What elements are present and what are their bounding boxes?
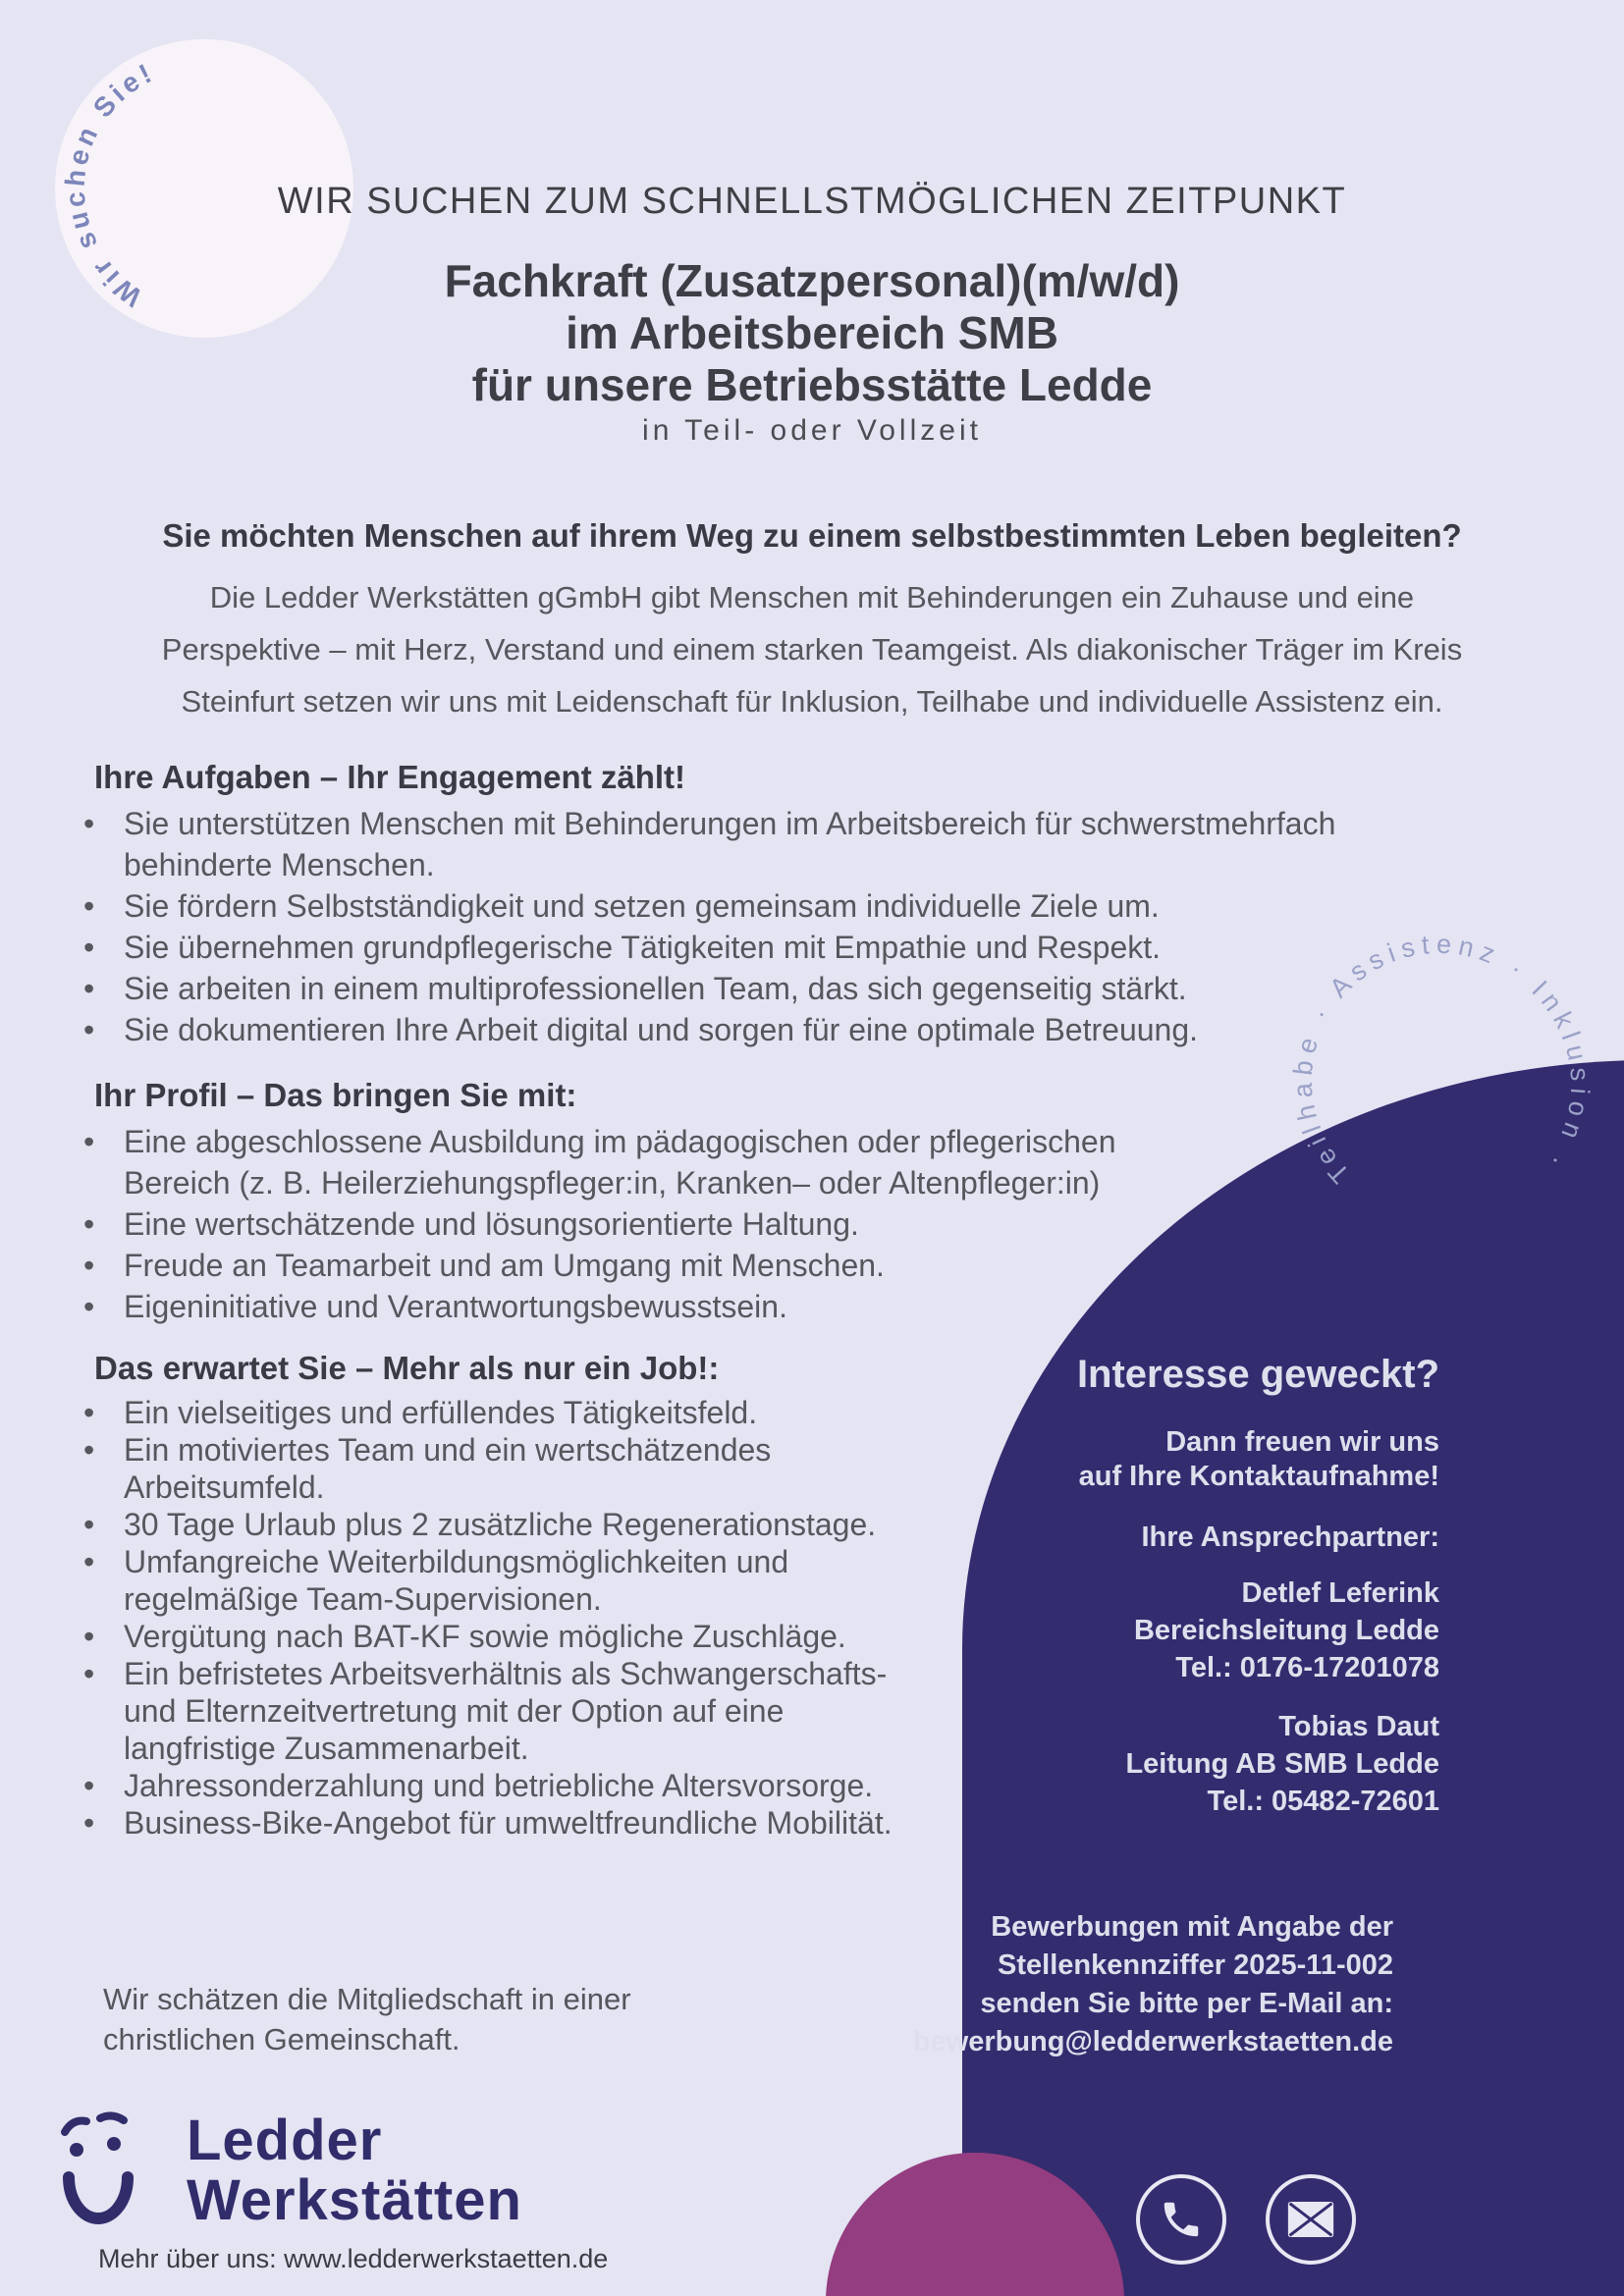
bullet-line: regelmäßige Team-Supervisionen.: [124, 1581, 602, 1617]
bullet-line: • Eigeninitiative und Verantwortungsbewusstsein.: [124, 1289, 787, 1324]
panel-subtitle-line: auf Ihre Kontaktaufnahme!: [1078, 1461, 1439, 1492]
bullet-line: Bereich (z. B. Heilerziehungspfleger:in, Kranken– oder Altenpfleger:in): [124, 1165, 1101, 1201]
list-item: [94, 1286, 1489, 1327]
panel-subtitle-line: Dann freuen wir uns: [1165, 1426, 1439, 1458]
phone-receiver-glyph: [1159, 2197, 1204, 2242]
bullet-line: • 30 Tage Urlaub plus 2 zusätzliche Regenerationstage.: [124, 1507, 877, 1542]
bullet-line: behinderte Menschen.: [124, 847, 435, 882]
bullet-line: • Umfangreiche Weiterbildungsmöglichkeiten und: [124, 1544, 789, 1579]
svg-text:Teilhabe · Assistenz · Inklusi: [1288, 930, 1596, 1190]
bullet-line: • Jahressonderzahlung und betriebliche Altersvorsorge.: [124, 1768, 874, 1803]
email-icon: [1266, 2174, 1356, 2265]
bullet-line: und Elternzeitvertretung mit der Option auf eine: [124, 1693, 785, 1729]
bullet-line: • Sie fördern Selbstständigkeit und setzen gemeinsam individuelle Ziele um.: [124, 888, 1160, 924]
membership-line: Wir schätzen die Mitgliedschaft in einer: [103, 1982, 631, 2016]
values-ring: [1274, 916, 1608, 1250]
company-logo-text: [187, 2110, 522, 2230]
phone-icon: [1136, 2174, 1226, 2265]
application-instructions: [913, 1908, 1393, 2061]
bullet-line: • Sie arbeiten in einem multiprofessionellen Team, das sich gegenseitig stärkt.: [124, 971, 1187, 1006]
contact-phone: Tel.: 0176-17201078: [1175, 1652, 1439, 1683]
list-item: [94, 803, 1489, 885]
contact-role: Leitung AB SMB Ledde: [1125, 1748, 1439, 1780]
bullet-line: • Vergütung nach BAT-KF sowie mögliche Zuschläge.: [124, 1619, 846, 1654]
intro-paragraph: [0, 571, 1624, 727]
bullet-line: • Ein motiviertes Team und ein wertschätzendes: [124, 1432, 772, 1468]
intro-line: Perspektive – mit Herz, Verstand und einem starken Teamgeist. Als diakonischer Träger im Kreis: [161, 632, 1463, 667]
contact-name: Tobias Daut: [1278, 1711, 1439, 1742]
application-line: bewerbung@ledderwerkstaetten.de: [912, 2026, 1393, 2057]
employment-type: in Teil- oder Vollzeit: [642, 414, 982, 447]
bullet-line: • Business-Bike-Angebot für umweltfreundliche Mobilität.: [124, 1805, 893, 1841]
contact-phone: Tel.: 05482-72601: [1207, 1786, 1439, 1817]
bullet-line: • Freude an Teamarbeit und am Umgang mit Menschen.: [124, 1248, 885, 1283]
values-ring-text: Teilhabe · Assistenz · Inklusion ·: [1287, 929, 1596, 1190]
contact-detlef: [1134, 1575, 1439, 1686]
section-heading: Das erwartet Sie – Mehr als nur ein Job!:: [94, 1350, 720, 1386]
contact-name: Detlef Leferink: [1241, 1577, 1439, 1609]
membership-line: christlichen Gemeinschaft.: [103, 2022, 460, 2056]
bullet-line: • Eine wertschätzende und lösungsorientierte Haltung.: [124, 1206, 859, 1242]
list-item: [94, 1245, 1489, 1286]
membership-note: [103, 1979, 631, 2059]
contact-tobias: [1125, 1708, 1439, 1820]
website-line: Mehr über uns: www.ledderwerkstaetten.de: [98, 2244, 609, 2273]
contact-label: Ihre Ansprechpartner:: [1141, 1522, 1439, 1553]
bullet-line: • Sie übernehmen grundpflegerische Tätigkeiten mit Empathie und Respekt.: [124, 930, 1162, 965]
job-title: [0, 255, 1624, 411]
bullet-line: • Ein befristetes Arbeitsverhältnis als Schwangerschafts-: [124, 1656, 888, 1691]
contact-role: Bereichsleitung Ledde: [1133, 1615, 1439, 1646]
bullet-line: langfristige Zusammenarbeit.: [124, 1731, 529, 1766]
logo-line-2: Werkstätten: [187, 2168, 522, 2232]
panel-subtitle: [1079, 1425, 1439, 1494]
job-title-line: für unsere Betriebsstätte Ledde: [471, 359, 1153, 410]
intro-question: Sie möchten Menschen auf ihrem Weg zu einem selbstbestimmten Leben begleiten?: [162, 517, 1462, 554]
job-title-line: im Arbeitsbereich SMB: [566, 307, 1058, 358]
smiley-logo-icon: [57, 2107, 145, 2239]
bullet-line: • Sie dokumentieren Ihre Arbeit digital und sorgen für eine optimale Betreuung.: [124, 1012, 1199, 1047]
application-line: Bewerbungen mit Angabe der: [991, 1911, 1393, 1943]
logo-line-1: Ledder: [187, 2109, 383, 2172]
bullet-line: • Sie unterstützen Menschen mit Behinderungen im Arbeitsbereich für schwerstmehrfach: [124, 806, 1336, 841]
panel-title: Interesse geweckt?: [1076, 1353, 1439, 1396]
section-heading: Ihre Aufgaben – Ihr Engagement zählt!: [94, 759, 686, 795]
intro-line: Die Ledder Werkstätten gGmbH gibt Menschen mit Behinderungen ein Zuhause und eine: [209, 580, 1415, 614]
badge-text: Wir suchen Sie!: [59, 56, 160, 313]
envelope-glyph: [1287, 2201, 1334, 2238]
application-line: Stellenkennziffer 2025-11-002: [998, 1949, 1393, 1981]
bullet-line: • Ein vielseitiges und erfüllendes Tätigkeitsfeld.: [124, 1395, 758, 1430]
bullet-line: • Eine abgeschlossene Ausbildung im pädagogischen oder pflegerischen: [124, 1124, 1116, 1159]
section-heading: Ihr Profil – Das bringen Sie mit:: [94, 1077, 577, 1113]
job-title-line: Fachkraft (Zusatzpersonal)(m/w/d): [444, 255, 1180, 306]
application-line: senden Sie bitte per E-Mail an:: [980, 1988, 1393, 2019]
bullet-line: Arbeitsumfeld.: [124, 1469, 325, 1505]
intro-line: Steinfurt setzen wir uns mit Leidenschaft für Inklusion, Teilhabe und individuelle Assistenz ein.: [181, 684, 1443, 719]
kicker-line: WIR SUCHEN ZUM SCHNELLSTMÖGLICHEN ZEITPUNKT: [277, 181, 1347, 222]
